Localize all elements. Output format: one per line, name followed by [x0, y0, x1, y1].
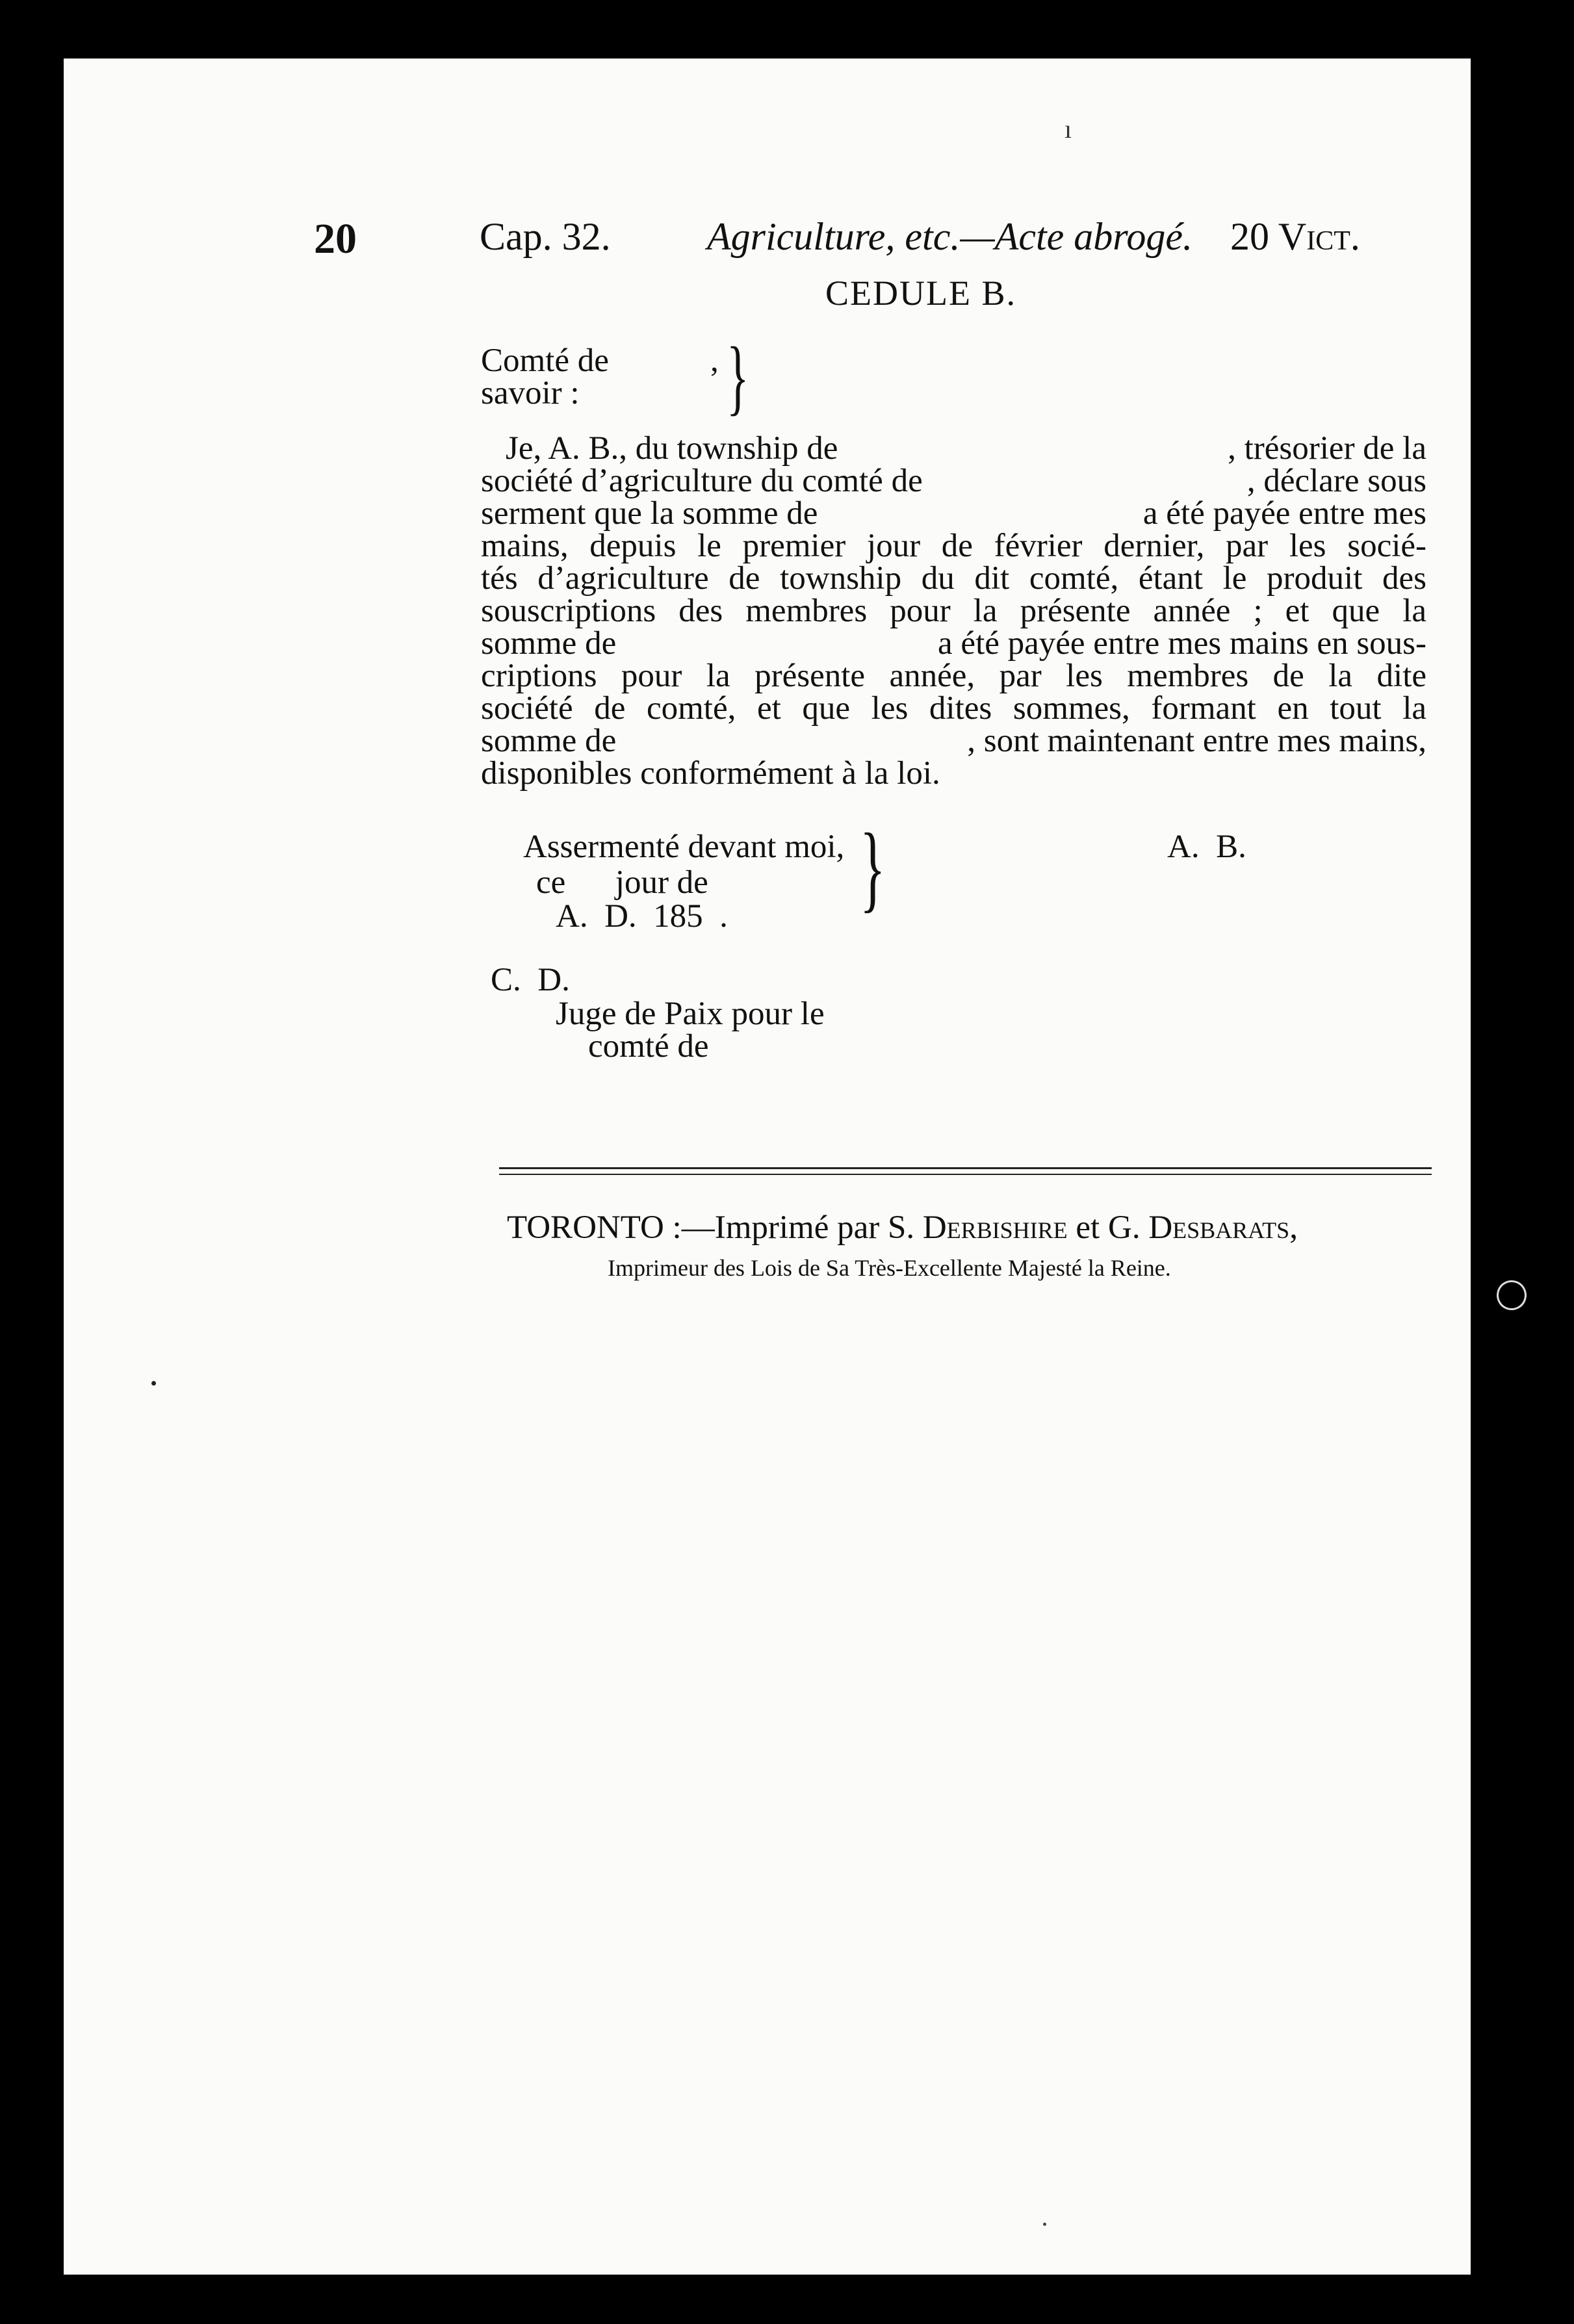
paragraph-line: [481, 465, 1426, 497]
paragraph-text: serment que la somme de: [481, 495, 818, 532]
chapter-label: Cap. 32.: [480, 215, 611, 258]
county-label: Comté de: [481, 342, 609, 379]
divider-rule-top: [499, 1167, 1432, 1169]
speck-dot: [1043, 2223, 1046, 2226]
county-comma: ,: [710, 342, 719, 379]
paragraph-text: Je, A. B., du township de: [506, 430, 838, 467]
justice-initials: C. D.: [491, 962, 570, 998]
blank-space: [838, 432, 1228, 465]
justice-title: Juge de Paix pour le: [556, 996, 825, 1032]
page-number: 20: [314, 215, 357, 263]
top-mark: ı: [1064, 114, 1072, 144]
paragraph-line: tés d’agriculture de township du dit comté, étant le produit des: [481, 560, 1426, 597]
paragraph-line: mains, depuis le premier jour de février dernier, par les socié-: [481, 528, 1426, 564]
document-page: [64, 58, 1471, 2275]
paragraph-text: somme de: [481, 723, 617, 759]
paragraph-line: disponibles conformément à la loi.: [481, 755, 940, 792]
blank-space: [616, 627, 938, 660]
paragraph-line: souscriptions des membres pour la présente année ; et que la: [481, 593, 1426, 629]
imprint-city: TORONTO :—Imprimé par: [507, 1209, 880, 1246]
signature: A. B.: [1167, 829, 1246, 865]
margin-mark: [1491, 1275, 1532, 1316]
imprint-printer: G. Desbarats,: [1107, 1209, 1298, 1246]
paragraph-text: a été payée entre mes mains en sous-: [938, 625, 1426, 662]
schedule-title: CEDULE B.: [825, 274, 1016, 313]
paragraph-text: somme de: [481, 625, 617, 662]
paragraph-line: criptions pour la présente année, par les membres de la dite: [481, 658, 1426, 694]
paragraph-line: [481, 432, 1426, 465]
sworn-date-line: ce jour de: [536, 864, 708, 901]
paragraph-line: [481, 627, 1426, 660]
justice-county: comté de: [588, 1028, 709, 1065]
paragraph-line: [481, 725, 1426, 757]
sworn-year-line: A. D. 185 .: [556, 898, 728, 935]
oath-paragraph: [481, 432, 1426, 790]
divider-rule-bottom: [499, 1174, 1432, 1175]
speck-dot: [151, 1381, 156, 1386]
paragraph-text: a été payée entre mes: [1142, 495, 1426, 532]
blank-space: [616, 725, 967, 757]
county-brace: }: [727, 330, 749, 424]
paragraph-text: société d’agriculture du comté de: [481, 463, 923, 499]
imprint-printer: S. Derbishire: [887, 1209, 1068, 1246]
paragraph-text: , sont maintenant entre mes mains,: [967, 723, 1426, 759]
imprint-subline: Imprimeur des Lois de Sa Très-Excellente Majesté la Reine.: [608, 1255, 1171, 1281]
savoir-label: savoir :: [481, 375, 580, 411]
paragraph-text: , trésorier de la: [1228, 430, 1426, 467]
paragraph-line: [481, 497, 1426, 530]
sworn-brace: }: [860, 814, 886, 922]
paragraph-line: société de comté, et que les dites sommes, formant en tout la: [481, 690, 1426, 727]
running-title: Agriculture, etc.—Acte abrogé.: [707, 215, 1193, 258]
sworn-line: Assermenté devant moi,: [523, 829, 845, 865]
regnal-year: 20 Vict.: [1230, 215, 1360, 258]
blank-space: [818, 497, 1143, 530]
blank-space: [923, 465, 1247, 497]
imprint-line: [507, 1209, 1298, 1246]
imprint-and: et: [1076, 1209, 1100, 1246]
paragraph-text: , déclare sous: [1246, 463, 1426, 499]
